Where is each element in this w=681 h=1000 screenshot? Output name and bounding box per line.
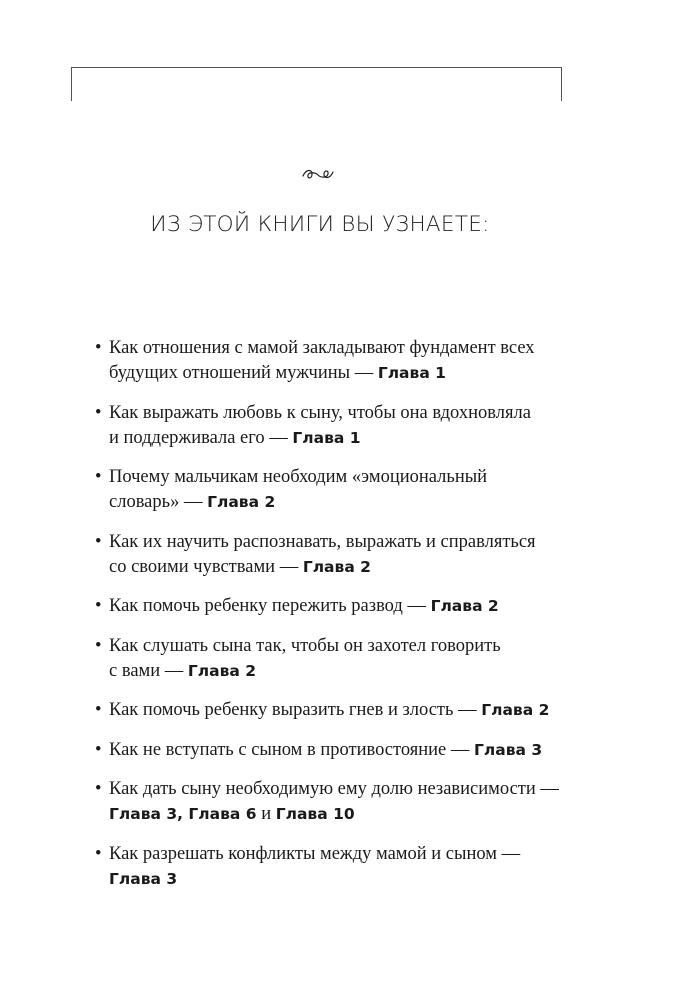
chapter-reference: Глава 1 [377, 364, 446, 382]
bullet: • [95, 531, 102, 552]
item-text: Как выражать любовь к сыну, чтобы она вдохновляла [109, 402, 531, 423]
bullet: • [95, 739, 102, 760]
top-frame [71, 67, 562, 101]
learning-points-list [95, 336, 575, 906]
list-item [95, 336, 575, 386]
item-text: Как их научить распознавать, выражать и справляться [109, 531, 536, 552]
flourish-ornament-icon [300, 164, 336, 184]
chapter-reference: Глава 10 [275, 805, 355, 823]
chapter-reference: Глава 2 [187, 661, 257, 680]
list-item [95, 530, 575, 580]
bullet: • [95, 596, 102, 616]
bullet: • [95, 635, 102, 656]
item-text: Как дать сыну необходимую ему долю независимости — [109, 779, 559, 799]
chapter-reference: Глава 3, Глава 6 [109, 805, 257, 823]
item-text: Как не вступать с сыном в противостояние — [109, 739, 475, 760]
list-item [95, 594, 575, 619]
bullet: • [95, 402, 102, 423]
bullet: • [95, 843, 102, 864]
page-title: ИЗ ЭТОЙ КНИГИ ВЫ УЗНАЕТЕ: [150, 212, 490, 237]
chapter-reference: Глава 2 [430, 597, 499, 615]
item-text: Как помочь ребенку выразить гнев и злость — [109, 700, 482, 720]
list-item [95, 738, 575, 763]
bullet: • [95, 779, 102, 799]
chapter-reference: Глава 2 [481, 701, 550, 719]
bullet: • [95, 338, 102, 358]
list-item [95, 777, 575, 827]
item-text: Как отношения с мамой закладывают фундамент всех [109, 338, 535, 358]
item-text: Почему мальчикам необходим «эмоциональный [109, 467, 488, 487]
item-text: со своими чувствами — [109, 556, 303, 577]
bullet: • [95, 467, 102, 487]
item-text: с вами — [109, 660, 188, 681]
item-text: Как слушать сына так, чтобы он захотел говорить [109, 635, 501, 656]
item-text: и [256, 804, 276, 824]
chapter-reference: Глава 3 [109, 869, 178, 888]
list-item [95, 698, 575, 723]
bullet: • [95, 700, 102, 720]
list-item [95, 401, 575, 451]
chapter-reference: Глава 2 [207, 493, 276, 511]
item-text: Как разрешать конфликты между мамой и сыном — [109, 843, 521, 864]
item-text: словарь» — [109, 492, 208, 512]
item-text: будущих отношений мужчины — [109, 363, 378, 383]
list-item [95, 465, 575, 515]
chapter-reference: Глава 1 [292, 428, 361, 447]
item-text: Как помочь ребенку пережить развод — [109, 596, 431, 616]
list-item [95, 634, 575, 684]
chapter-reference: Глава 2 [302, 557, 371, 576]
list-item [95, 842, 575, 892]
chapter-reference: Глава 3 [474, 740, 543, 759]
item-text: и поддерживала его — [109, 427, 293, 448]
